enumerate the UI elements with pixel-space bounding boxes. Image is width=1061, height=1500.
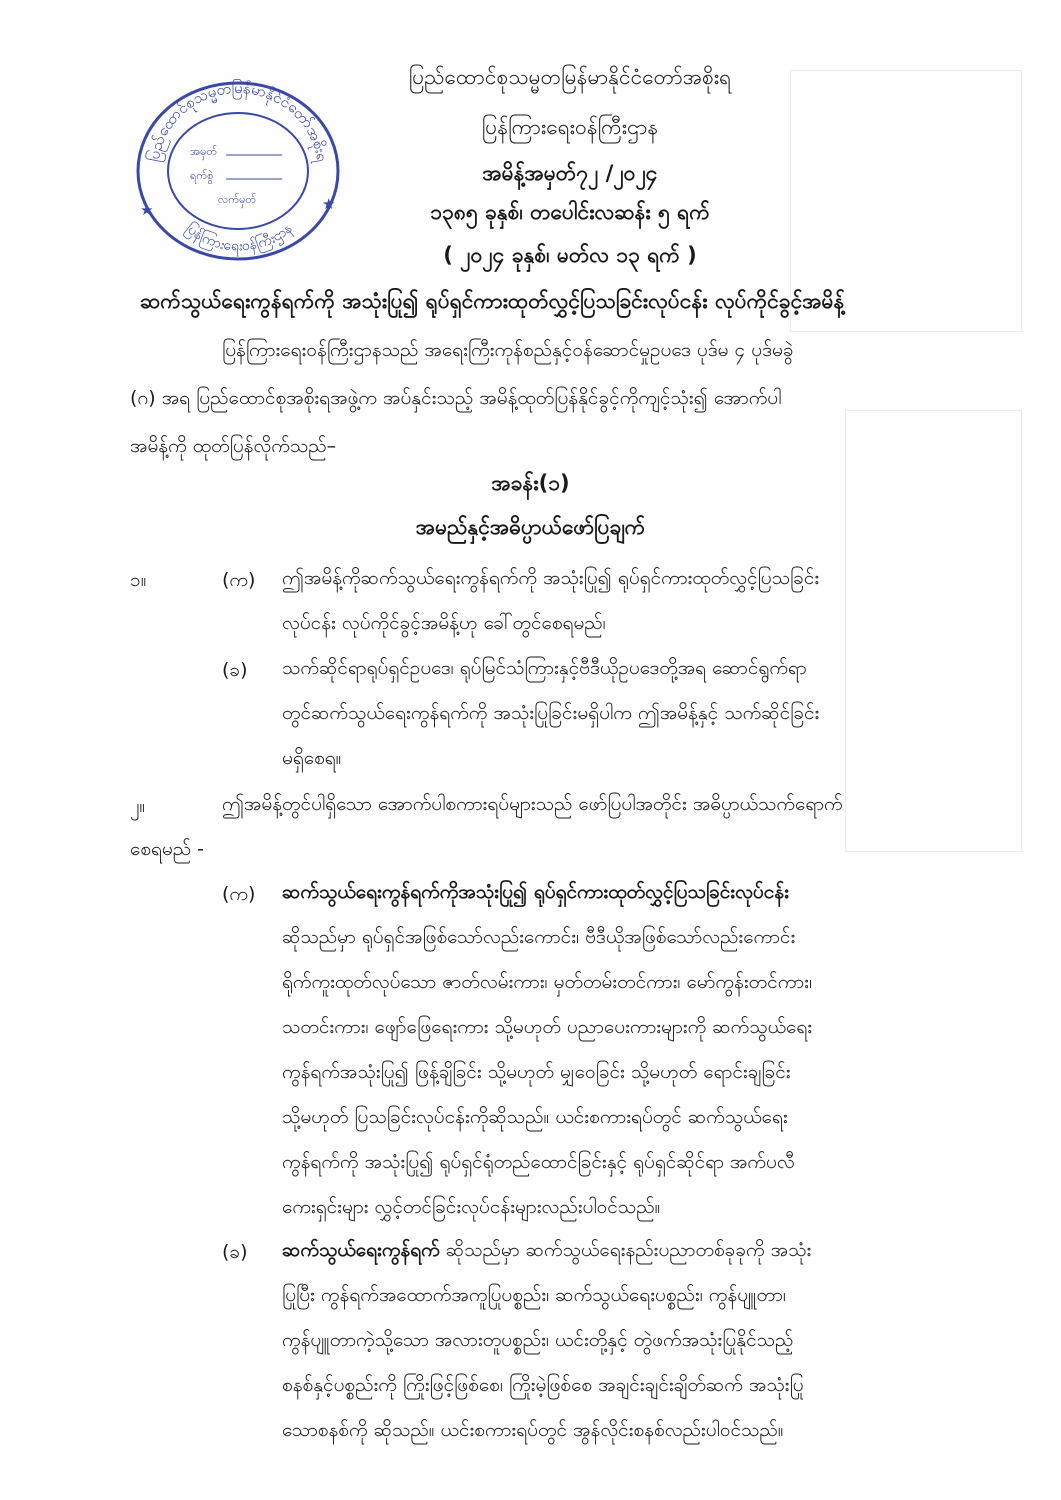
section-2b-first-text: ဆိုသည်မှာ ဆက်သွယ်ရေးနည်းပညာတစ်ခုခုကို အသုံး bbox=[439, 1239, 812, 1261]
seal-bottom-text: ပြန်ကြားရေးဝန်ကြီးဌာန bbox=[182, 220, 296, 255]
section-1a-line-1: ဤအမိန့်ကိုဆက်သွယ်ရေးကွန်ရက်ကို အသုံးပြု၍ ရုပ်ရှင်ကားထုတ်လွှင့်ပြသခြင်း bbox=[282, 567, 820, 589]
seal-line3-label: လက်မှတ် bbox=[218, 193, 257, 206]
intro-line-3: အမိန့်ကို ထုတ်ပြန်လိုက်သည်– bbox=[130, 435, 337, 457]
myanmar-date: ၁၃၈၅ ခုနှစ်၊ တပေါင်းလဆန်း ၅ ရက် bbox=[430, 200, 710, 224]
section-2-line-2: စေရမည် - bbox=[130, 838, 205, 860]
gregorian-date: ( ၂၀၂၄ ခုနှစ်၊ မတ်လ ၁၃ ရက် ) bbox=[443, 243, 697, 267]
section-2a-line: ကွန်ရက်အသုံးပြု၍ ဖြန့်ချိခြင်း သို့မဟုတ် မျှဝေခြင်း သို့မဟုတ် ရောင်းချခြင်း bbox=[282, 1061, 791, 1083]
section-2a-line: ဆိုသည်မှာ ရုပ်ရှင်အဖြစ်သော်လည်းကောင်း၊ ဗီဒီယိုအဖြစ်သော်လည်းကောင်း bbox=[282, 926, 796, 948]
chapter-heading: အခန်း(၁) bbox=[491, 471, 570, 495]
section-2b-line: ပြုပြီး ကွန်ရက်အထောက်အကူပြုပစ္စည်း၊ ဆက်သွယ်ရေးပစ္စည်း၊ ကွန်ပျူတာ၊ bbox=[282, 1284, 786, 1306]
section-2a-line: ကေးရှင်းများ လွှင့်တင်ခြင်းလုပ်ငန်းများလည်းပါဝင်သည်။ bbox=[282, 1196, 661, 1218]
order-title: ဆက်သွယ်ရေးကွန်ရက်ကို အသုံးပြု၍ ရုပ်ရှင်ကားထုတ်လွှင့်ပြသခြင်းလုပ်ငန်း လုပ်ကိုင်ခွင့်အမိန့် bbox=[140, 289, 845, 313]
section-1b-line-2: တွင်ဆက်သွယ်ရေးကွန်ရက်ကို အသုံးပြုခြင်းမရှိပါက ဤအမိန့်နှင့် သက်ဆိုင်ခြင်း bbox=[282, 702, 820, 724]
section-1b-line-1: သက်ဆိုင်ရာရုပ်ရှင်ဥပဒေ၊ ရုပ်မြင်သံကြားနှင့်ဗီဒီယိုဥပဒေတို့အရ ဆောင်ရွက်ရာ bbox=[282, 657, 807, 679]
section-2-number: ၂။ bbox=[130, 795, 146, 817]
section-2a-line: သတင်းကား၊ ဖျော်ဖြေရေးကား သို့မဟုတ် ပညာပေးကားများကို ဆက်သွယ်ရေး bbox=[282, 1016, 813, 1038]
section-2b-label: (ခ) bbox=[222, 1241, 248, 1263]
section-2b-line: ကွန်ပျူတာကဲ့သို့သော အလားတူပစ္စည်း၊ ယင်းတို့နှင့် တွဲဖက်အသုံးပြုနိုင်သည့် bbox=[282, 1329, 794, 1351]
section-1-number: ၁။ bbox=[130, 569, 147, 591]
section-1b-label: (ခ) bbox=[222, 659, 248, 681]
intro-line-2: (ဂ) အရ ပြည်ထောင်စုအစိုးရအဖွဲ့က အပ်နှင်းသည့် အမိန့်ထုတ်ပြန်နိုင်ခွင့်ကိုကျင့်သုံး၍ အောက်ပါ bbox=[130, 387, 782, 409]
section-1b-line-3: မရှိစေရ။ bbox=[282, 747, 342, 769]
section-2a-term: ဆက်သွယ်ရေးကွန်ရက်ကိုအသုံးပြု၍ ရုပ်ရှင်ကားထုတ်လွှင့်ပြသခြင်းလုပ်ငန်း bbox=[282, 881, 789, 903]
section-2a-line: ကွန်ရက်ကို အသုံးပြု၍ ရုပ်ရှင်ရုံတည်ထောင်ခြင်းနှင့် ရုပ်ရှင်ဆိုင်ရာ အက်ပလီ bbox=[282, 1151, 795, 1173]
section-1a-label: (က) bbox=[222, 569, 256, 591]
official-seal bbox=[132, 75, 344, 265]
order-number: အမိန့်အမှတ်၇၂ /၂၀၂၄ bbox=[482, 161, 658, 185]
intro-line-1: ပြန်ကြားရေးဝန်ကြီးဌာနသည် အရေးကြီးကုန်စည်နှင့်ဝန်ဆောင်မှုဥပဒေ ပုဒ်မ ၄ ပုဒ်မခွဲ bbox=[222, 339, 794, 361]
svg-text:★: ★ bbox=[322, 195, 336, 213]
svg-text:★: ★ bbox=[140, 201, 154, 219]
section-2-line-1: ဤအမိန့်တွင်ပါရှိသော အောက်ပါစကားရပ်များသည် ဖော်ပြပါအတိုင်း အဓိပ္ပာယ်သက်ရောက် bbox=[222, 793, 843, 815]
seal-outer-text: ပြည်ထောင်စုသမ္မတမြန်မာနိုင်ငံတော်အစိုးရ bbox=[144, 78, 332, 164]
section-1a-line-2: လုပ်ငန်း လုပ်ကိုင်ခွင့်အမိန့်ဟု ခေါ်တွင်စေရမည်၊ bbox=[282, 612, 606, 634]
government-name: ပြည်ထောင်စုသမ္မတမြန်မာနိုင်ငံတော်အစိုးရ bbox=[408, 65, 732, 89]
section-2a-line: သို့မဟုတ် ပြသခြင်းလုပ်ငန်းကိုဆိုသည်။ ယင်းစကားရပ်တွင် ဆက်သွယ်ရေး bbox=[282, 1106, 788, 1128]
section-2b-term: ဆက်သွယ်ရေးကွန်ရက် bbox=[282, 1239, 440, 1261]
chapter-subheading: အမည်နှင့်အဓိပ္ပာယ်ဖော်ပြချက် bbox=[415, 515, 646, 539]
ministry-name: ပြန်ကြားရေးဝန်ကြီးဌာန bbox=[481, 115, 659, 139]
section-2b-first-line bbox=[282, 1228, 811, 1273]
seal-line2-label: ရက်စွဲ bbox=[190, 169, 214, 182]
section-2a-line: ရိုက်ကူးထုတ်လုပ်သော ဇာတ်လမ်းကား၊ မှတ်တမ်းတင်ကား၊ မော်ကွန်းတင်ကား၊ bbox=[282, 971, 812, 993]
section-2a-label: (က) bbox=[222, 883, 256, 905]
section-2b-line: စနစ်နှင့်ပစ္စည်းကို ကြိုးဖြင့်ဖြစ်စေ၊ ကြိုးမဲ့ဖြစ်စေ အချင်းချင်းချိတ်ဆက် အသုံးပြု bbox=[282, 1374, 804, 1396]
section-2b-line: သောစနစ်ကို ဆိုသည်။ ယင်းစကားရပ်တွင် အွန်လိုင်းစနစ်လည်းပါဝင်သည်။ bbox=[282, 1419, 784, 1441]
seal-line1-label: အမှတ် bbox=[190, 145, 218, 158]
